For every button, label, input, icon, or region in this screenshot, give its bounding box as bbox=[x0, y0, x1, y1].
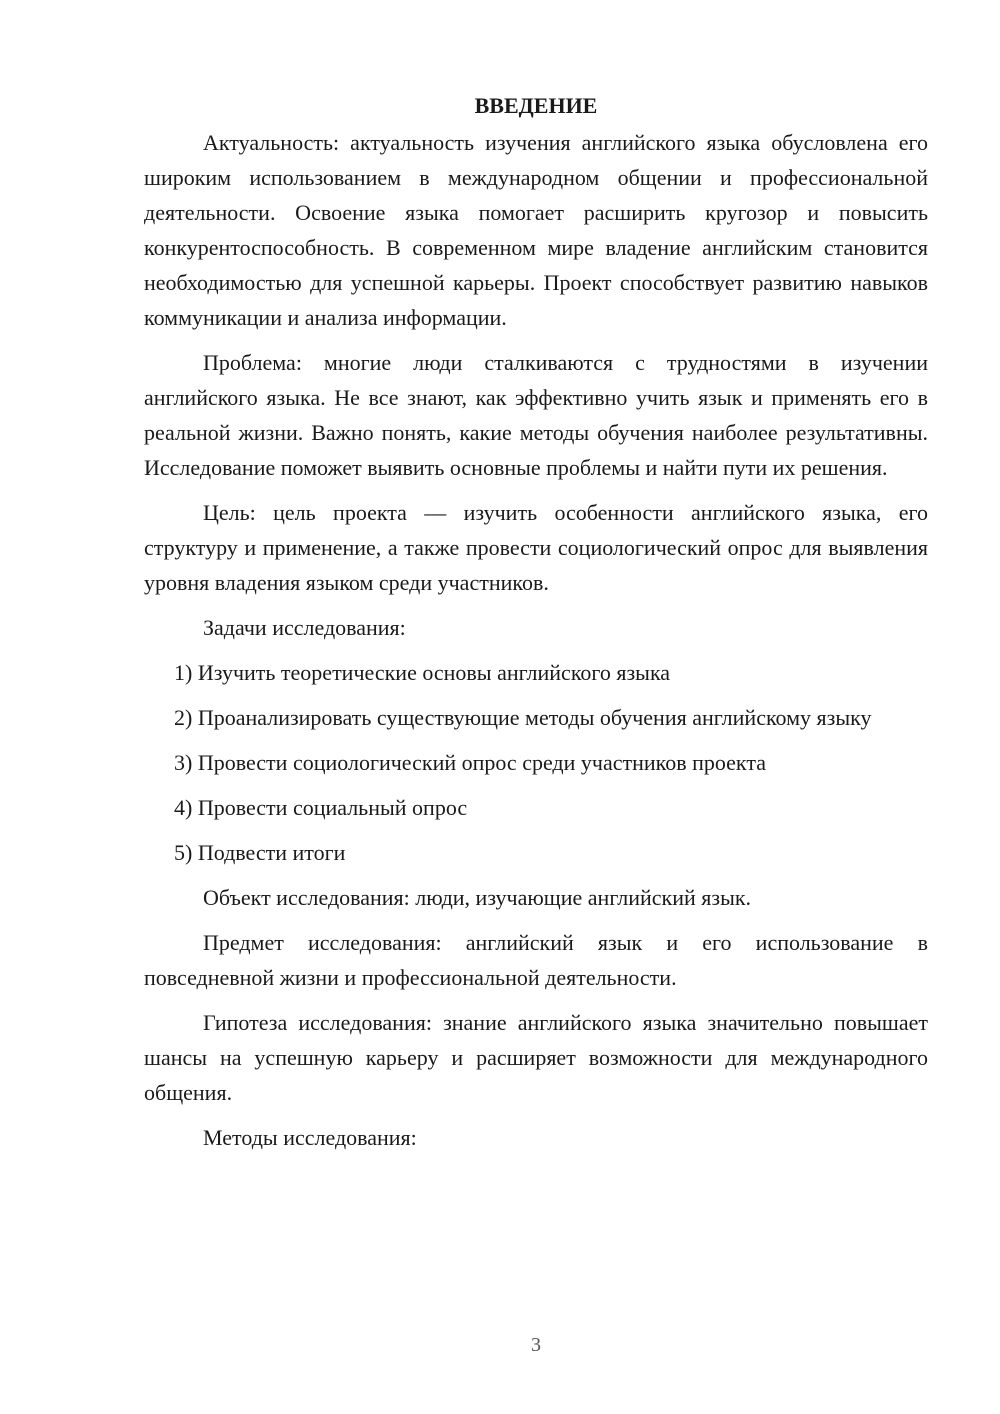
task-item-2: 2) Проанализировать существующие методы обучения английскому языку bbox=[174, 705, 872, 730]
paragraph-problem: Проблема: многие люди сталкиваются с трудностями в изучении английского языка. Не все знают, как эффективно учить язык и применять его в реальной жизни. Важно понять, какие методы обучения наиболее результативны. Исследование поможет выявить основные проблемы и найти пути их решения. bbox=[144, 350, 928, 480]
paragraph-methods-heading: Методы исследования: bbox=[203, 1125, 417, 1150]
paragraph-tasks-heading: Задачи исследования: bbox=[203, 615, 406, 640]
task-item-4: 4) Провести социальный опрос bbox=[174, 795, 468, 820]
task-item-3: 3) Провести социологический опрос среди участников проекта bbox=[174, 750, 766, 775]
page-content bbox=[144, 88, 928, 1165]
task-item-1: 1) Изучить теоретические основы английского языка bbox=[174, 660, 671, 685]
page-number: 3 bbox=[531, 1334, 541, 1356]
task-item-5: 5) Подвести итоги bbox=[174, 840, 346, 865]
paragraph-object: Объект исследования: люди, изучающие английский язык. bbox=[203, 885, 752, 910]
page-title: ВВЕДЕНИЕ bbox=[474, 93, 598, 118]
paragraph-subject: Предмет исследования: английский язык и его использование в повседневной жизни и профессиональной деятельности. bbox=[144, 930, 928, 990]
paragraph-hypothesis: Гипотеза исследования: знание английского языка значительно повышает шансы на успешную карьеру и расширяет возможности для международного общения. bbox=[144, 1010, 928, 1105]
paragraph-goal: Цель: цель проекта — изучить особенности английского языка, его структуру и применение, а также провести социологический опрос для выявления уровня владения языком среди участников. bbox=[144, 500, 928, 595]
paragraph-relevance: Актуальность: актуальность изучения английского языка обусловлена его широким использованием в международном общении и профессиональной деятельности. Освоение языка помогает расширить кругозор и повысить конкурентоспособность. В современном мире владение английским становится необходимостью для успешной карьеры. Проект способствует развитию навыков коммуникации и анализа информации. bbox=[144, 130, 928, 330]
